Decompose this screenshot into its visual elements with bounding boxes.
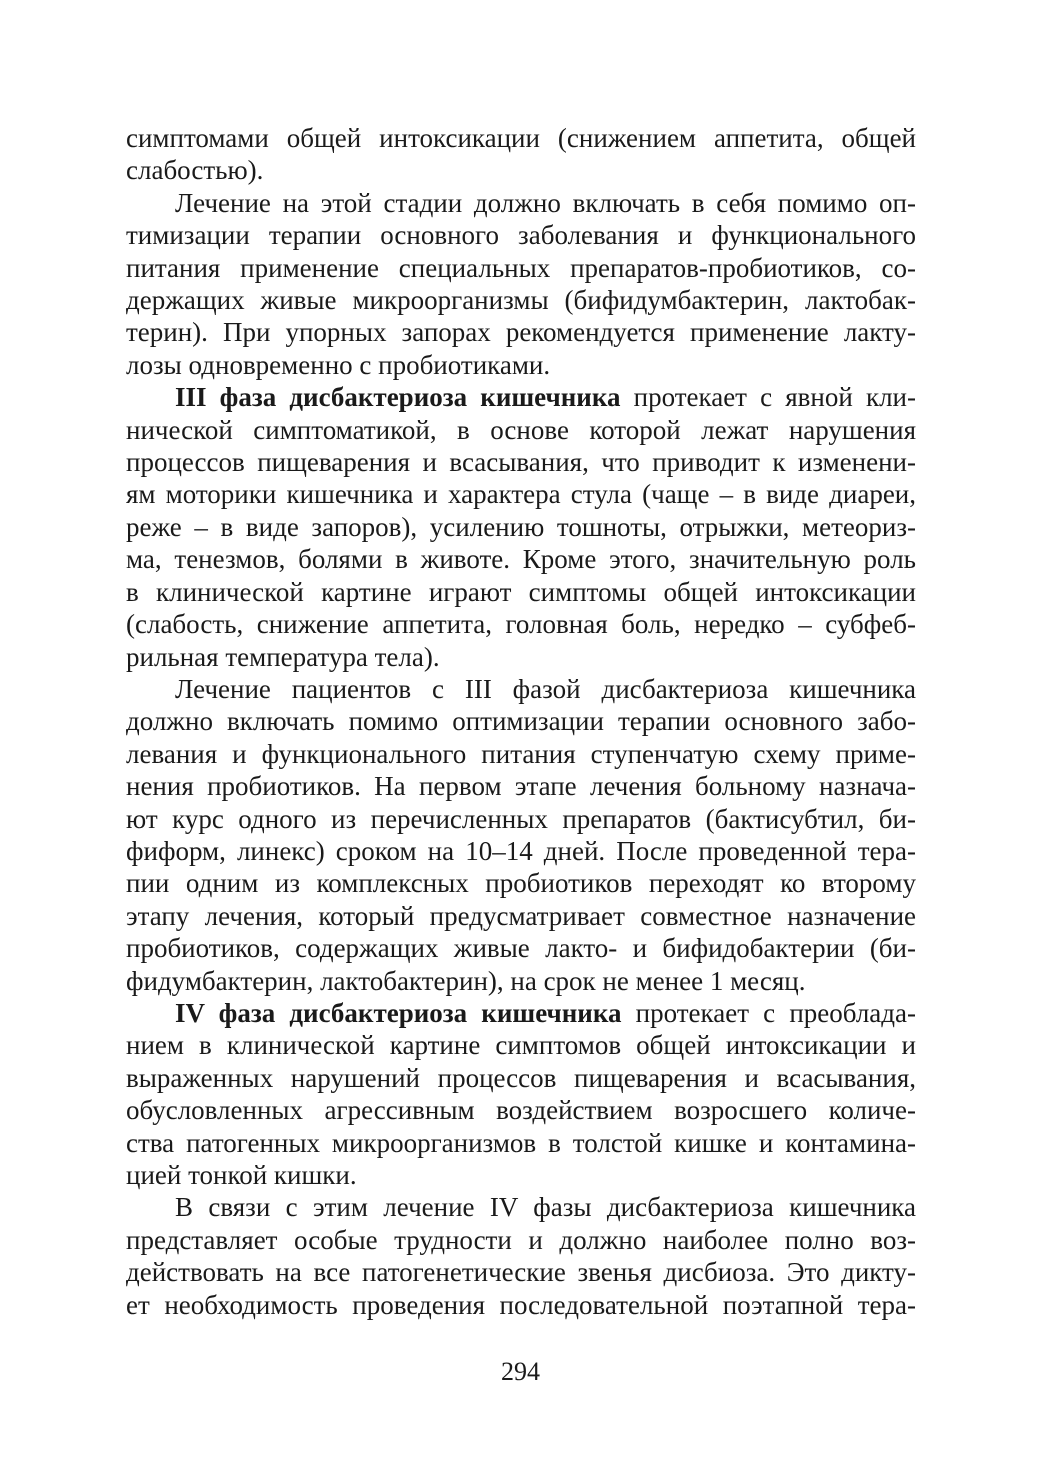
line-text: фидумбактерин, лактобактерин), на срок не менее 1 месяц. [126, 965, 806, 996]
paragraph [126, 1191, 916, 1321]
text-line [126, 1029, 916, 1061]
line-text: действовать на все патогенетические звенья дисбиоза. Это дикту- [126, 1257, 916, 1288]
text-line [126, 608, 916, 640]
text-line [126, 219, 916, 251]
line-text: цией тонкой кишки. [126, 1160, 357, 1190]
line-text: обусловленных агрессивным воздействием возросшего количе- [126, 1095, 916, 1126]
line-text: пии одним из комплексных пробиотиков переходят ко второму [126, 868, 916, 899]
text-line [126, 1062, 916, 1094]
text-line [126, 414, 916, 446]
line-text: протекает с преоблада- [621, 997, 916, 1028]
line-text: реже – в виде запоров), усилению тошноты, отрыжки, метеориз- [126, 511, 916, 542]
paragraph [126, 187, 916, 381]
line-text: представляет особые трудности и должно наиболее полно воз- [126, 1224, 916, 1255]
line-text: питания применение специальных препаратов-пробиотиков, со- [126, 252, 916, 283]
text-line [126, 187, 916, 219]
line-text: (слабость, снижение аппетита, головная боль, нередко – субфеб- [126, 609, 916, 640]
line-text: лозы одновременно с пробиотиками. [126, 349, 551, 380]
page-number: 294 [501, 1357, 540, 1386]
line-text: терин). При упорных запорах рекомендуется применение лакту- [126, 317, 916, 348]
text-line [126, 349, 916, 381]
line-text: нием в клинической картине симптомов общей интоксикации и [126, 1030, 916, 1061]
text-line [126, 803, 916, 835]
line-text: левания и функционального питания ступенчатую схему приме- [126, 738, 916, 769]
text-line [126, 446, 916, 478]
text-line [126, 252, 916, 284]
text-line [126, 1191, 916, 1223]
text-line [126, 1127, 916, 1159]
text-line [126, 705, 916, 737]
text-line [126, 381, 916, 413]
text-line [126, 965, 916, 997]
line-text: пробиотиков, содержащих живые лакто- и бифидобактерии (би- [126, 933, 916, 964]
paragraph [126, 673, 916, 997]
paragraph [126, 997, 916, 1191]
line-text: протекает с явной кли- [620, 382, 917, 413]
line-text: Лечение пациентов с III фазой дисбактериоза кишечника [175, 673, 916, 704]
paragraph [126, 381, 916, 673]
text-line [126, 478, 916, 510]
text-line [126, 316, 916, 348]
line-text: держащих живые микроорганизмы (бифидумбактерин, лактобак- [126, 285, 916, 316]
line-text: ства патогенных микроорганизмов в толстой кишке и контамина- [126, 1127, 916, 1158]
line-text: нения пробиотиков. На первом этапе лечения больному назнача- [126, 771, 916, 802]
bold-term: III фаза дисбактериоза кишечника [175, 382, 621, 413]
line-text: Лечение на этой стадии должно включать в себя помимо оп- [175, 187, 916, 218]
text-line [126, 1094, 916, 1126]
text-line [126, 673, 916, 705]
text-line [126, 511, 916, 543]
line-text: ют курс одного из перечисленных препаратов (бактисубтил, би- [126, 803, 916, 834]
text-line [126, 738, 916, 770]
text-line [126, 641, 916, 673]
text-line [126, 543, 916, 575]
line-text: ма, тенезмов, болями в животе. Кроме этого, значительную роль [126, 544, 916, 575]
page-body [126, 122, 916, 1321]
line-text: слабостью). [126, 155, 264, 186]
text-line [126, 122, 916, 154]
line-text: фиформ, линекс) сроком на 10–14 дней. После проведенной тера- [126, 835, 916, 866]
text-line [126, 1289, 916, 1321]
text-line [126, 770, 916, 802]
text-line [126, 997, 916, 1029]
line-text: выраженных нарушений процессов пищеварения и всасывания, [126, 1062, 916, 1093]
line-text: этапу лечения, который предусматривает совместное назначение [126, 900, 916, 931]
text-line [126, 835, 916, 867]
text-line [126, 284, 916, 316]
text-line [126, 576, 916, 608]
bold-term: IV фаза дисбактериоза кишечника [175, 997, 622, 1028]
line-text: должно включать помимо оптимизации терапии основного забо- [126, 706, 916, 737]
line-text: в клинической картине играют симптомы общей интоксикации [126, 576, 916, 607]
line-text: ет необходимость проведения последовательной поэтапной тера- [126, 1289, 916, 1320]
line-text: В связи с этим лечение IV фазы дисбактериоза кишечника [175, 1192, 916, 1223]
text-line [126, 900, 916, 932]
text-line [126, 1256, 916, 1288]
line-text: симптомами общей интоксикации (снижением аппетита, общей [126, 123, 916, 153]
line-text: ям моторики кишечника и характера стула (чаще – в виде диареи, [126, 479, 916, 510]
text-line [126, 867, 916, 899]
text-line [126, 932, 916, 964]
line-text: рильная температура тела). [126, 641, 440, 672]
text-line [126, 154, 916, 186]
paragraph [126, 122, 916, 187]
line-text: процессов пищеварения и всасывания, что приводит к изменени- [126, 447, 916, 478]
text-line [126, 1159, 916, 1191]
line-text: нической симптоматикой, в основе которой лежат нарушения [126, 414, 916, 445]
line-text: тимизации терапии основного заболевания и функционального [126, 220, 916, 251]
text-line [126, 1224, 916, 1256]
